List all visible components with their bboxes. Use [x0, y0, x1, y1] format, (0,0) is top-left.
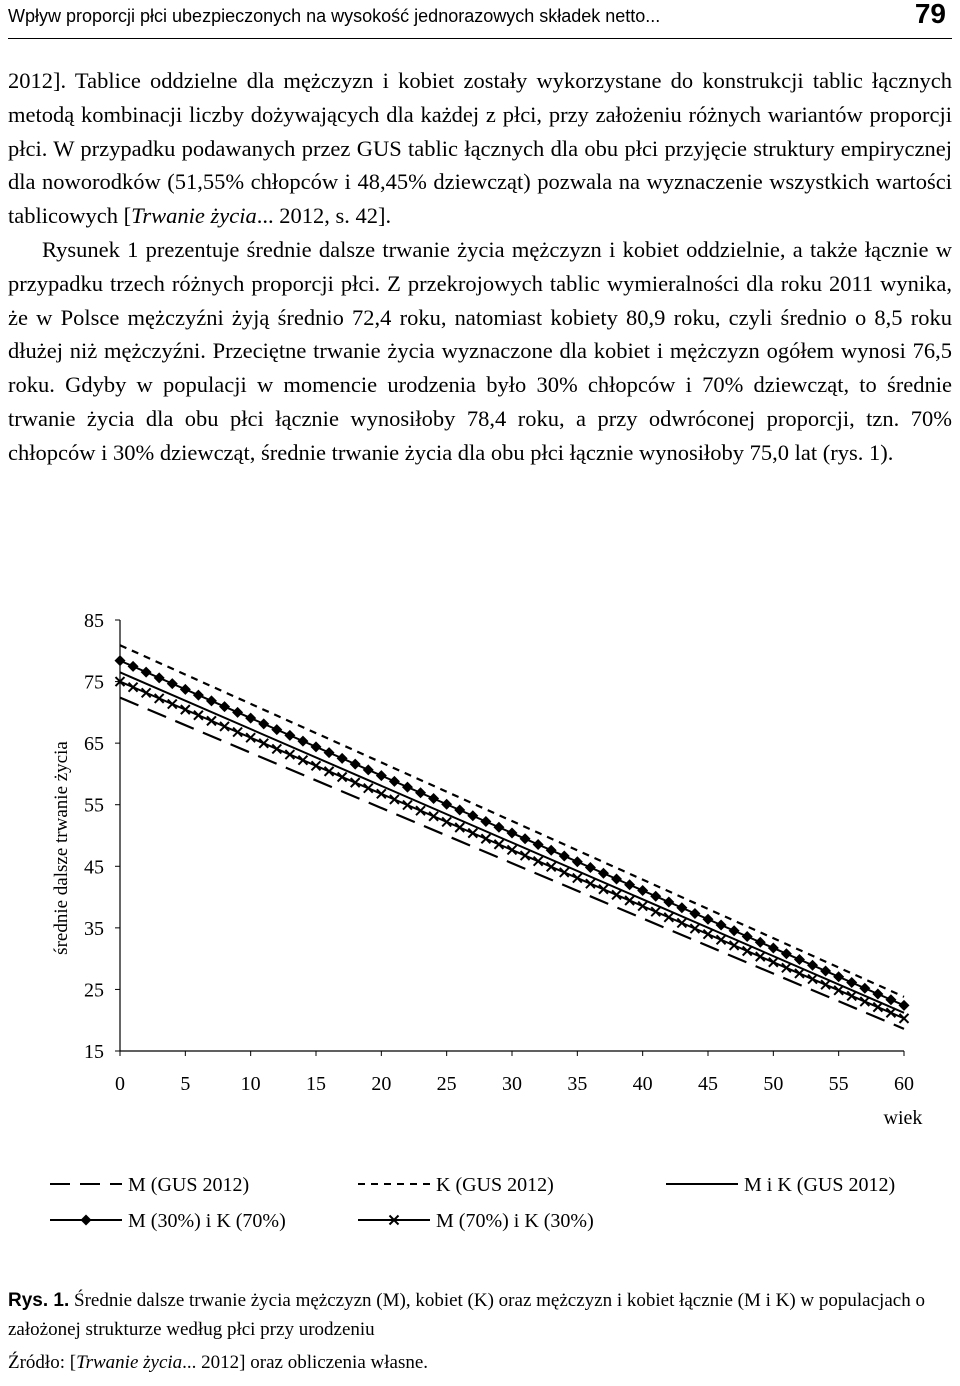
data-point	[220, 722, 229, 731]
data-point	[520, 833, 531, 844]
data-point	[807, 960, 818, 971]
legend-label: M i K (GUS 2012)	[744, 1174, 896, 1196]
x-tick-label: 50	[763, 1073, 784, 1095]
data-point	[899, 1000, 910, 1011]
running-title: Wpływ proporcji płci ubezpieczonych na wysokość jednorazowych składek netto...	[8, 6, 661, 26]
y-tick-label: 25	[84, 979, 104, 1002]
data-point	[298, 756, 307, 765]
data-point	[560, 868, 569, 877]
x-tick-label: 45	[698, 1073, 718, 1095]
data-point	[325, 767, 334, 776]
data-point	[689, 908, 700, 919]
data-point	[259, 739, 268, 748]
data-point	[781, 948, 792, 959]
data-point	[494, 840, 503, 849]
data-point	[454, 805, 465, 816]
x-axis-label: wiek	[883, 1107, 923, 1129]
data-point	[794, 954, 805, 965]
x-tick-label: 15	[306, 1073, 326, 1095]
paragraph-1: 2012]. Tablice oddzielne dla mężczyzn i kobiet zostały wykorzystane do konstrukcji tablic łącznych metodą kombinacji liczby dożywających dla każdej z płci, przy założeniu różnych wariantów proporcji płci. W przypadku podawanych przez GUS tablic łącznych dla obu płci przyjęcie struktury empirycznej dla noworodków (51,55% chłopców i 48,45% dziewcząt) pozwala na wyznaczenie wszystkich wartości tablicowych [Trwanie życia... 2012, s. 42].	[8, 68, 952, 229]
x-tick-label: 35	[567, 1073, 588, 1095]
data-point	[338, 772, 347, 781]
x-tick-label: 10	[240, 1073, 261, 1095]
data-point	[115, 655, 126, 666]
data-point	[455, 823, 464, 832]
data-point	[508, 845, 517, 854]
data-point	[676, 902, 687, 913]
caption-text: Średnie dalsze trwanie życia mężczyzn (M), kobiet (K) oraz mężczyzn i kobiet łącznie (M i K) w populacjach o założonej strukturze według płci przy urodzeniu	[8, 1290, 925, 1340]
data-point	[729, 925, 740, 936]
data-point	[258, 718, 269, 729]
data-point	[873, 1003, 882, 1012]
data-point	[637, 885, 648, 896]
data-point	[416, 806, 425, 815]
data-point	[663, 896, 674, 907]
series-1	[120, 698, 904, 1029]
y-axis-label: średnie dalsze trwanie życia	[51, 741, 72, 955]
series-line	[120, 698, 904, 1029]
data-point	[625, 896, 634, 905]
data-point	[886, 1008, 895, 1017]
legend-item	[666, 1174, 895, 1196]
data-point	[297, 736, 308, 747]
data-point	[847, 991, 856, 1000]
figure-caption	[8, 1286, 952, 1344]
data-point	[377, 789, 386, 798]
y-tick-label: 45	[84, 856, 104, 879]
data-point	[533, 839, 544, 850]
data-point	[429, 812, 438, 821]
data-point	[808, 975, 817, 984]
citation-title: Trwanie życia	[131, 203, 257, 229]
data-point	[768, 942, 779, 953]
data-point	[389, 776, 400, 787]
data-point	[350, 759, 361, 770]
data-point	[363, 764, 374, 775]
data-point	[717, 935, 726, 944]
data-point	[860, 997, 869, 1006]
data-point	[572, 856, 583, 867]
legend-item	[358, 1174, 554, 1196]
y-ticks	[84, 610, 120, 1063]
data-point	[376, 770, 387, 781]
caption-label: Rys. 1.	[8, 1290, 70, 1311]
data-point	[611, 874, 622, 885]
data-point	[624, 879, 635, 890]
data-point	[180, 684, 191, 695]
data-point	[704, 930, 713, 939]
legend-label: M (GUS 2012)	[128, 1174, 250, 1196]
y-tick-label: 15	[84, 1041, 104, 1063]
data-point	[900, 1014, 909, 1023]
data-point	[756, 952, 765, 961]
data-point	[546, 845, 557, 856]
data-point	[207, 716, 216, 725]
data-point	[219, 701, 230, 712]
data-point	[612, 890, 621, 899]
data-point	[846, 977, 857, 988]
data-point	[820, 965, 831, 976]
y-tick-label: 65	[84, 733, 104, 756]
data-point	[206, 695, 217, 706]
data-point	[716, 919, 727, 930]
data-point	[833, 971, 844, 982]
data-point	[232, 707, 243, 718]
page-number: 79	[914, 0, 946, 29]
series-2	[120, 645, 904, 997]
data-point	[755, 937, 766, 948]
y-tick-label: 55	[84, 794, 104, 817]
data-point	[651, 907, 660, 916]
data-point	[821, 980, 830, 989]
series-3	[120, 672, 904, 1012]
data-point	[155, 694, 164, 703]
data-point	[480, 816, 491, 827]
x-tick-label: 25	[436, 1073, 457, 1095]
data-point	[586, 879, 595, 888]
data-point	[128, 661, 139, 672]
data-point	[677, 918, 686, 927]
data-point	[351, 778, 360, 787]
series-4	[115, 655, 910, 1011]
data-point	[402, 782, 413, 793]
legend	[50, 1174, 895, 1232]
legend-label: M (70%) i K (30%)	[436, 1210, 594, 1232]
data-point	[638, 902, 647, 911]
data-point	[194, 711, 203, 720]
data-point	[559, 851, 570, 862]
data-point	[573, 874, 582, 883]
data-point	[547, 862, 556, 871]
paragraph-2: Rysunek 1 prezentuje średnie dalsze trwanie życia mężczyzn i kobiet oddzielnie, a także łącznie w przypadku trzech różnych proporcji płci. Z przekrojowych tablic wymieralności dla roku 2011 wynika, że w Polsce mężczyźni żyją średnio 72,4 roku, natomiast kobiety 80,9 roku, czyli średnio o 8,5 roku dłużej niż mężczyźni. Przeciętne trwanie życia wyznaczone dla kobiet i mężczyzn ogółem wynosi 76,5 roku. Gdyby w populacji w momencie urodzenia było 30% chłopców i 70% dziewcząt, to średnie trwanie życia dla obu płci łącznie wynosiłoby 78,4 roku, a przy odwróconej proporcji, tzn. 70% chłopców i 30% dziewcząt, średnie trwanie życia dla obu płci łącznie wynosiłoby 75,0 lat (rys. 1).	[8, 236, 952, 465]
data-point	[337, 753, 348, 764]
data-point	[442, 817, 451, 826]
data-point	[154, 672, 165, 683]
data-point	[650, 891, 661, 902]
data-point	[690, 924, 699, 933]
legend-item	[50, 1174, 249, 1196]
data-point	[428, 793, 439, 804]
x-tick-label: 30	[502, 1073, 522, 1095]
y-tick-label: 85	[84, 610, 104, 632]
data-point	[743, 947, 752, 956]
data-point	[872, 988, 883, 999]
data-point	[285, 750, 294, 759]
data-point	[311, 741, 322, 752]
data-point	[129, 683, 138, 692]
legend-label: M (30%) i K (70%)	[128, 1210, 286, 1232]
data-point	[167, 678, 178, 689]
legend-label: K (GUS 2012)	[436, 1174, 554, 1196]
data-point	[284, 730, 295, 741]
data-point	[834, 986, 843, 995]
data-point	[168, 700, 177, 709]
data-point	[233, 728, 242, 737]
data-point	[859, 983, 870, 994]
body-text	[8, 64, 952, 470]
data-point	[142, 688, 151, 697]
life-expectancy-chart	[0, 600, 960, 1240]
x-tick-label: 60	[894, 1073, 914, 1095]
x-ticks	[115, 1051, 914, 1095]
data-point	[193, 690, 204, 701]
data-point	[703, 914, 714, 925]
data-point	[390, 795, 399, 804]
data-point	[521, 851, 530, 860]
data-point	[769, 958, 778, 967]
data-point	[467, 810, 478, 821]
series-line	[120, 645, 904, 997]
data-point	[324, 747, 335, 758]
data-point	[312, 761, 321, 770]
series-5	[116, 677, 909, 1023]
data-point	[534, 857, 543, 866]
data-point	[403, 801, 412, 810]
data-point	[246, 733, 255, 742]
data-point	[272, 744, 281, 753]
page-header	[8, 0, 952, 36]
data-point	[245, 713, 256, 724]
series-line	[120, 672, 904, 1012]
data-point	[141, 667, 152, 678]
x-tick-label: 0	[115, 1073, 125, 1095]
data-point	[599, 885, 608, 894]
data-point	[885, 994, 896, 1005]
x-tick-label: 40	[632, 1073, 653, 1095]
data-point	[441, 799, 452, 810]
data-point	[598, 868, 609, 879]
data-point	[271, 724, 282, 735]
data-point	[468, 829, 477, 838]
x-tick-label: 55	[828, 1073, 849, 1095]
data-point	[415, 787, 426, 798]
data-point	[742, 931, 753, 942]
series-layer	[115, 645, 910, 1029]
data-point	[364, 784, 373, 793]
data-point	[507, 828, 518, 839]
data-point	[730, 941, 739, 950]
figure-source: Źródło: [Trwanie życia... 2012] oraz obliczenia własne.	[8, 1352, 429, 1373]
x-tick-label: 20	[371, 1073, 392, 1095]
data-point	[481, 834, 490, 843]
data-point	[181, 705, 190, 714]
header-rule	[8, 38, 952, 39]
data-point	[782, 963, 791, 972]
y-tick-label: 35	[84, 917, 104, 940]
legend-item	[358, 1210, 594, 1232]
legend-marker	[81, 1215, 92, 1226]
y-tick-label: 75	[84, 671, 104, 694]
legend-item	[50, 1210, 286, 1232]
data-point	[585, 862, 596, 873]
data-point	[664, 913, 673, 922]
data-point	[493, 822, 504, 833]
data-point	[795, 969, 804, 978]
x-tick-label: 5	[180, 1073, 191, 1095]
